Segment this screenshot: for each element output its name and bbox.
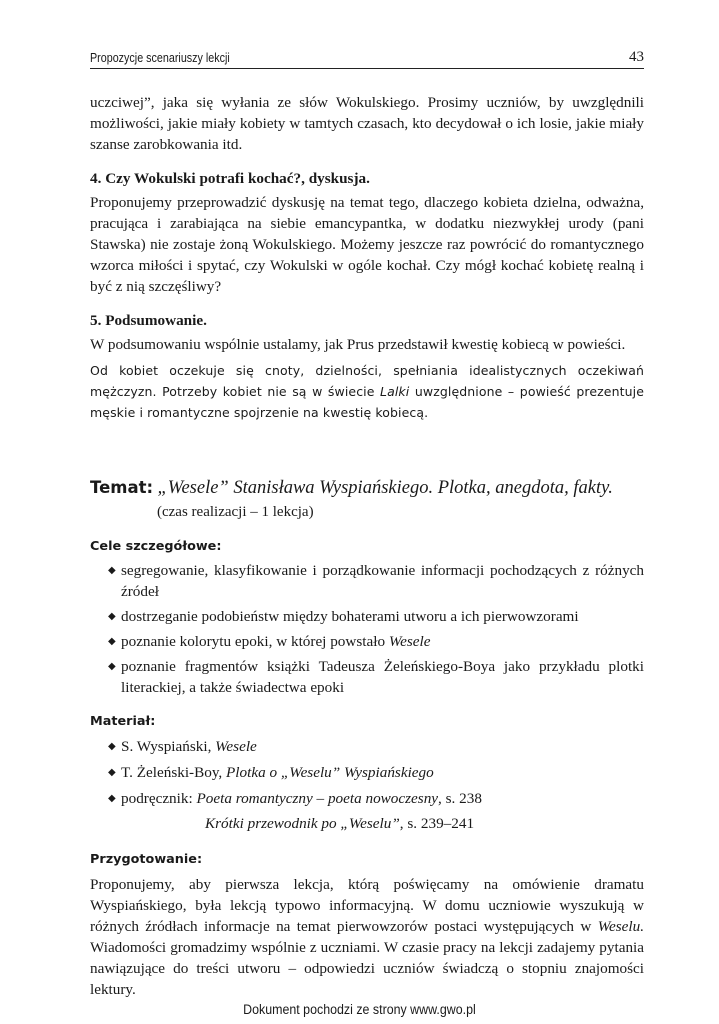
intro-paragraph: uczciwej”, jaka się wyłania ze słów Wokulskiego. Prosimy uczniów, by uwzględnili możliwości, jakie miały kobiety w tamtych czasach, kto decydował o ich losie, jakie miały szanse zarobkowania itd. xyxy=(90,94,644,153)
list-item: ◆ S. Wyspiański, Wesele xyxy=(108,738,257,755)
section-5-note: Od kobiet oczekuje się cnoty, dzielności, spełniania idealistycznych oczekiwań mężczyzn. Potrzeby kobiet nie są w świecie Lalki uwzględnione – powieść prezentuje męskie i romantyczne spojrzenie na kwestię kobiecą. xyxy=(90,363,644,420)
bullet-icon: ◆ xyxy=(108,565,116,576)
header-title: Propozycje scenariuszy lekcji xyxy=(90,51,230,65)
list-item: ◆ segregowanie, klasyfikowanie i porządkowanie informacji pochodzących z różnych źródeł xyxy=(108,562,644,600)
footer-source-text: Dokument pochodzi ze strony www.gwo.pl xyxy=(243,1002,476,1017)
bullet-icon: ◆ xyxy=(108,767,116,778)
list-item: ◆ T. Żeleński-Boy, Plotka o „Weselu” Wyspiańskiego xyxy=(108,764,434,781)
section-5-text: W podsumowaniu wspólnie ustalamy, jak Prus przedstawił kwestię kobiecą w powieści. xyxy=(90,336,626,353)
bullet-icon: ◆ xyxy=(108,611,116,622)
material-heading: Materiał: xyxy=(90,714,156,729)
bullet-icon: ◆ xyxy=(108,636,116,647)
topic-label: Temat: xyxy=(90,478,154,497)
footer xyxy=(0,1002,719,1017)
lesson-duration: (czas realizacji – 1 lekcja) xyxy=(157,504,314,520)
material-list xyxy=(90,736,644,809)
running-header xyxy=(90,48,644,69)
goals-list xyxy=(90,560,644,698)
preparation-text: Proponujemy, aby pierwsza lekcja, którą poświęcamy na omówienie dramatu Wyspiańskiego, była lekcją typowo informacyjną. W domu uczniowie wyszukują w różnych źródłach informacje na temat pierwowzorów postaci występujących w Weselu. Wiadomości gromadzimy wspólnie z uczniami. W czasie pracy na lekcji zadajemy pytania nawiązujące do treści utworu – odpowiedzi uczniów świadczą o stopniu znajomości lektury. xyxy=(90,876,644,998)
preparation-heading: Przygotowanie: xyxy=(90,852,203,867)
section-4-text: Proponujemy przeprowadzić dyskusję na temat tego, dlaczego kobieta dzielna, odważna, pracująca i zarabiająca na siebie emancypantka, w dodatku niezwykłej urody (pani Stawska) nie zostaje żoną Wokulskiego. Możemy jeszcze raz powrócić do romantycznego wzorca miłości i spytać, czy Wokulski w ogóle kochał. Czy mógł kochać kobietę realną i być z nią szczęśliwy? xyxy=(90,194,644,295)
list-item: ◆ poznanie fragmentów książki Tadeusza Żeleńskiego-Boya jako przykładu plotki literackiej, a także świadectwa epoki xyxy=(108,658,644,696)
lesson-topic xyxy=(90,475,644,500)
material-sub-line: Krótki przewodnik po „Weselu”, s. 239–241 xyxy=(205,815,475,832)
list-item: ◆ poznanie kolorytu epoki, w której powstało Wesele xyxy=(108,633,431,650)
list-item: ◆ dostrzeganie podobieństw między bohaterami utworu a ich pierwowzorami xyxy=(108,608,579,625)
section-4-heading: 4. Czy Wokulski potrafi kochać?, dyskusja. xyxy=(90,170,370,187)
topic-title: „Wesele” Stanisława Wyspiańskiego. Plotka, anegdota, fakty. xyxy=(157,478,613,498)
page-content xyxy=(90,92,644,1000)
bullet-icon: ◆ xyxy=(108,661,116,672)
list-item: ◆ podręcznik: Poeta romantyczny – poeta nowoczesny, s. 238 xyxy=(108,790,482,807)
bullet-icon: ◆ xyxy=(108,793,116,804)
page-number: 43 xyxy=(629,49,644,65)
bullet-icon: ◆ xyxy=(108,741,116,752)
goals-heading: Cele szczegółowe: xyxy=(90,539,222,554)
section-5-heading: 5. Podsumowanie. xyxy=(90,312,207,329)
